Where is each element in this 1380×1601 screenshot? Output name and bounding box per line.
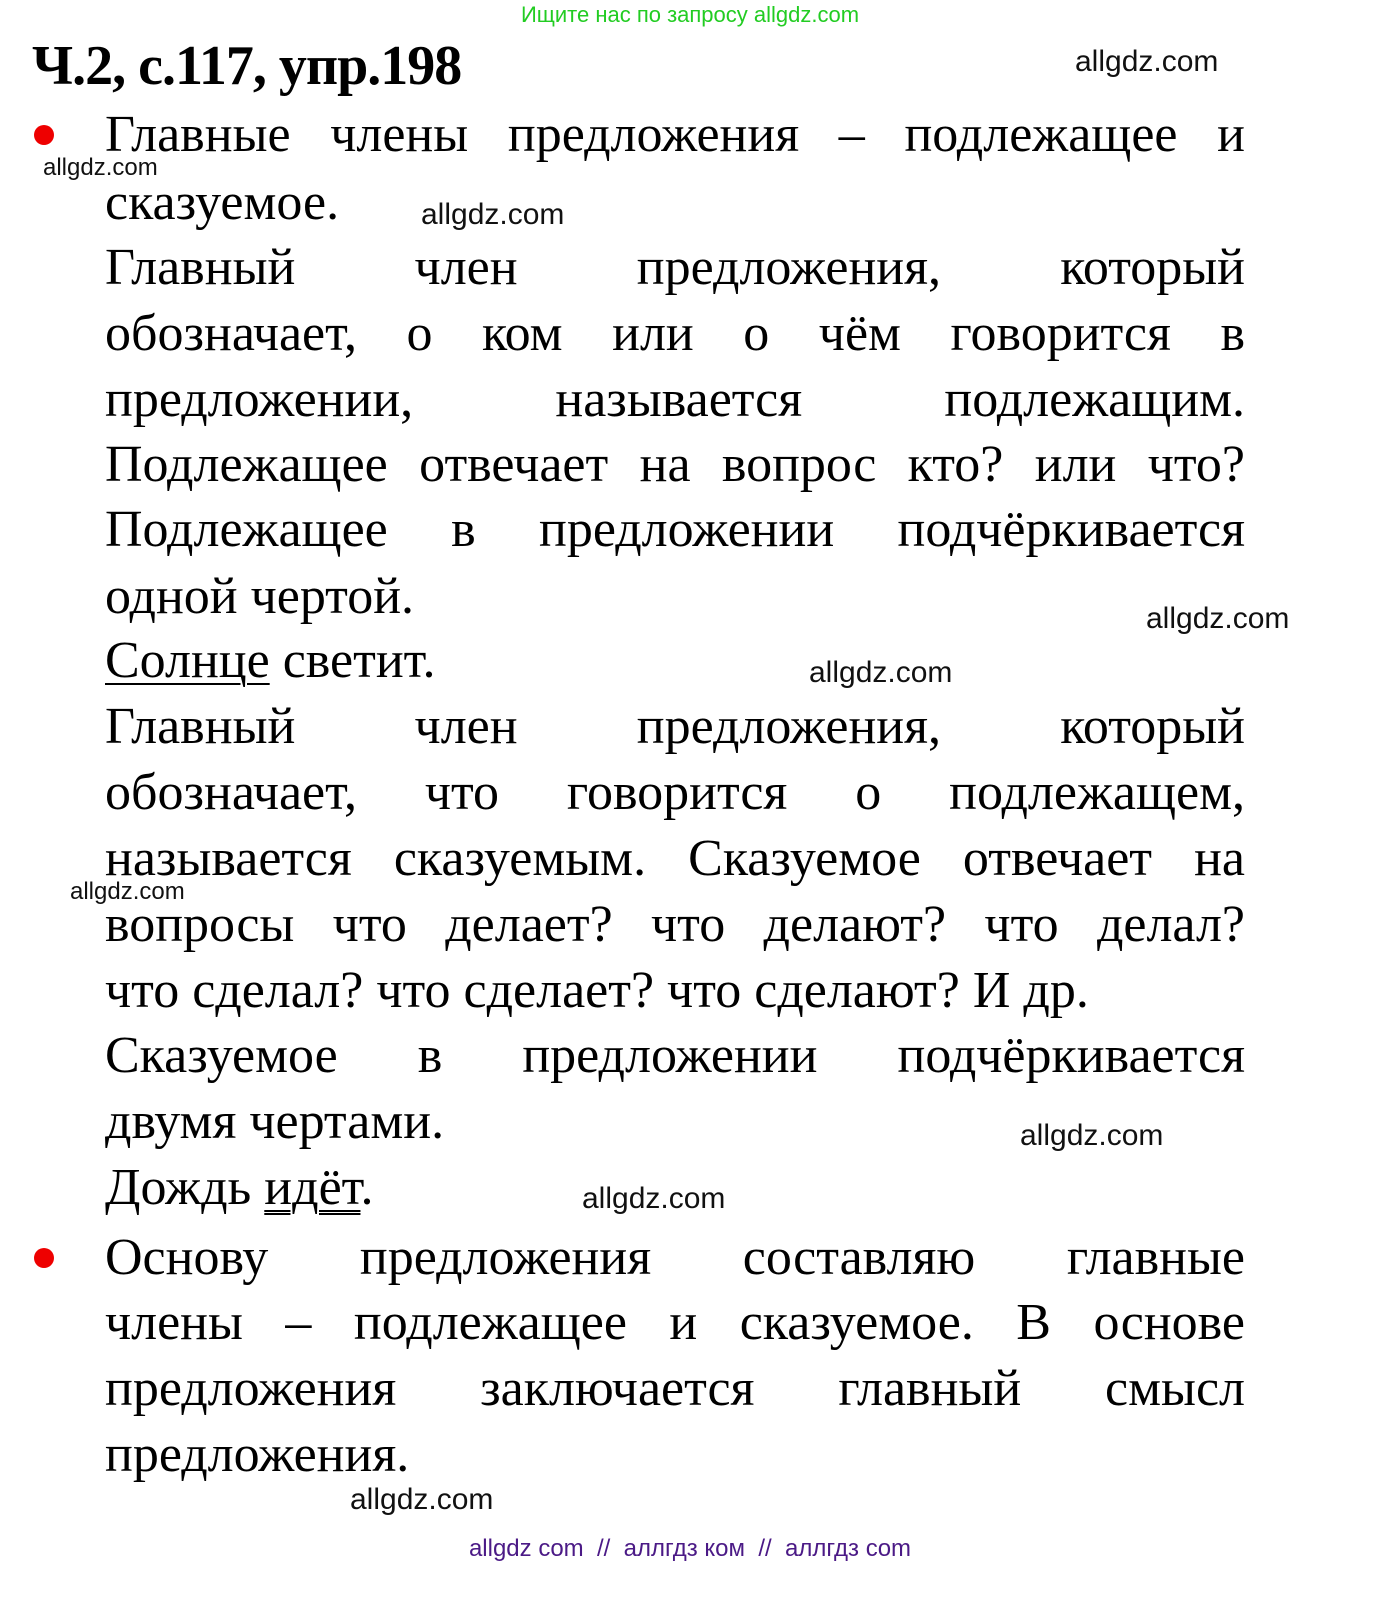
watermark: allgdz.com [1146,602,1290,635]
text-line: одной чертой. [105,568,415,625]
watermark: allgdz.com [809,656,953,689]
example-rest: светит. [269,632,436,689]
text-line: Основу предложения составляю главные [105,1229,1245,1286]
text-line: Главный член предложения, который [105,698,1245,755]
watermark: allgdz.com [350,1483,494,1516]
watermark: allgdz.com [1075,45,1219,78]
text-line: вопросы что делает? что делают? что делал? [105,896,1245,953]
double-underlined-predicate: идёт [264,1159,361,1216]
text-line: предложения. [105,1426,410,1483]
watermark: allgdz.com [421,198,565,231]
text-line: сказуемое. [105,174,340,231]
text-line: что сделал? что сделает? что сделают? И др. [105,962,1089,1019]
text-line: Подлежащее отвечает на вопрос кто? или что? [105,436,1245,493]
footer-links: allgdz com // аллгдз ком // аллгдз com [468,1535,912,1562]
example-end: . [360,1159,374,1216]
text-line: предложения заключается главный смысл [105,1360,1245,1417]
watermark: allgdz.com [70,878,185,905]
watermark: allgdz.com [582,1182,726,1215]
text-line: двумя чертами. [105,1093,445,1150]
text-line: предложении, называется подлежащим. [105,371,1245,428]
watermark: allgdz.com [1020,1119,1164,1152]
page-title: Ч.2, с.117, упр.198 [32,35,462,97]
text-line: Главный член предложения, который [105,239,1245,296]
example-subject-line [105,628,1245,694]
underlined-subject: Солнце [105,632,270,689]
example-start: Дождь [105,1159,265,1216]
text-line: обозначает, что говорится о подлежащем, [105,764,1245,821]
text-line: обозначает, о ком или о чём говорится в [105,305,1245,362]
search-banner: Ищите нас по запросу allgdz.com [520,2,860,27]
text-line: Главные члены предложения – подлежащее и [105,106,1245,163]
text-line: Подлежащее в предложении подчёркивается [105,501,1245,558]
bullet-icon [34,1248,54,1268]
bullet-icon [34,125,54,145]
watermark: allgdz.com [43,154,158,181]
text-line: члены – подлежащее и сказуемое. В основе [105,1294,1245,1351]
text-line: Сказуемое в предложении подчёркивается [105,1027,1245,1084]
text-line: называется сказуемым. Сказуемое отвечает на [105,830,1245,887]
